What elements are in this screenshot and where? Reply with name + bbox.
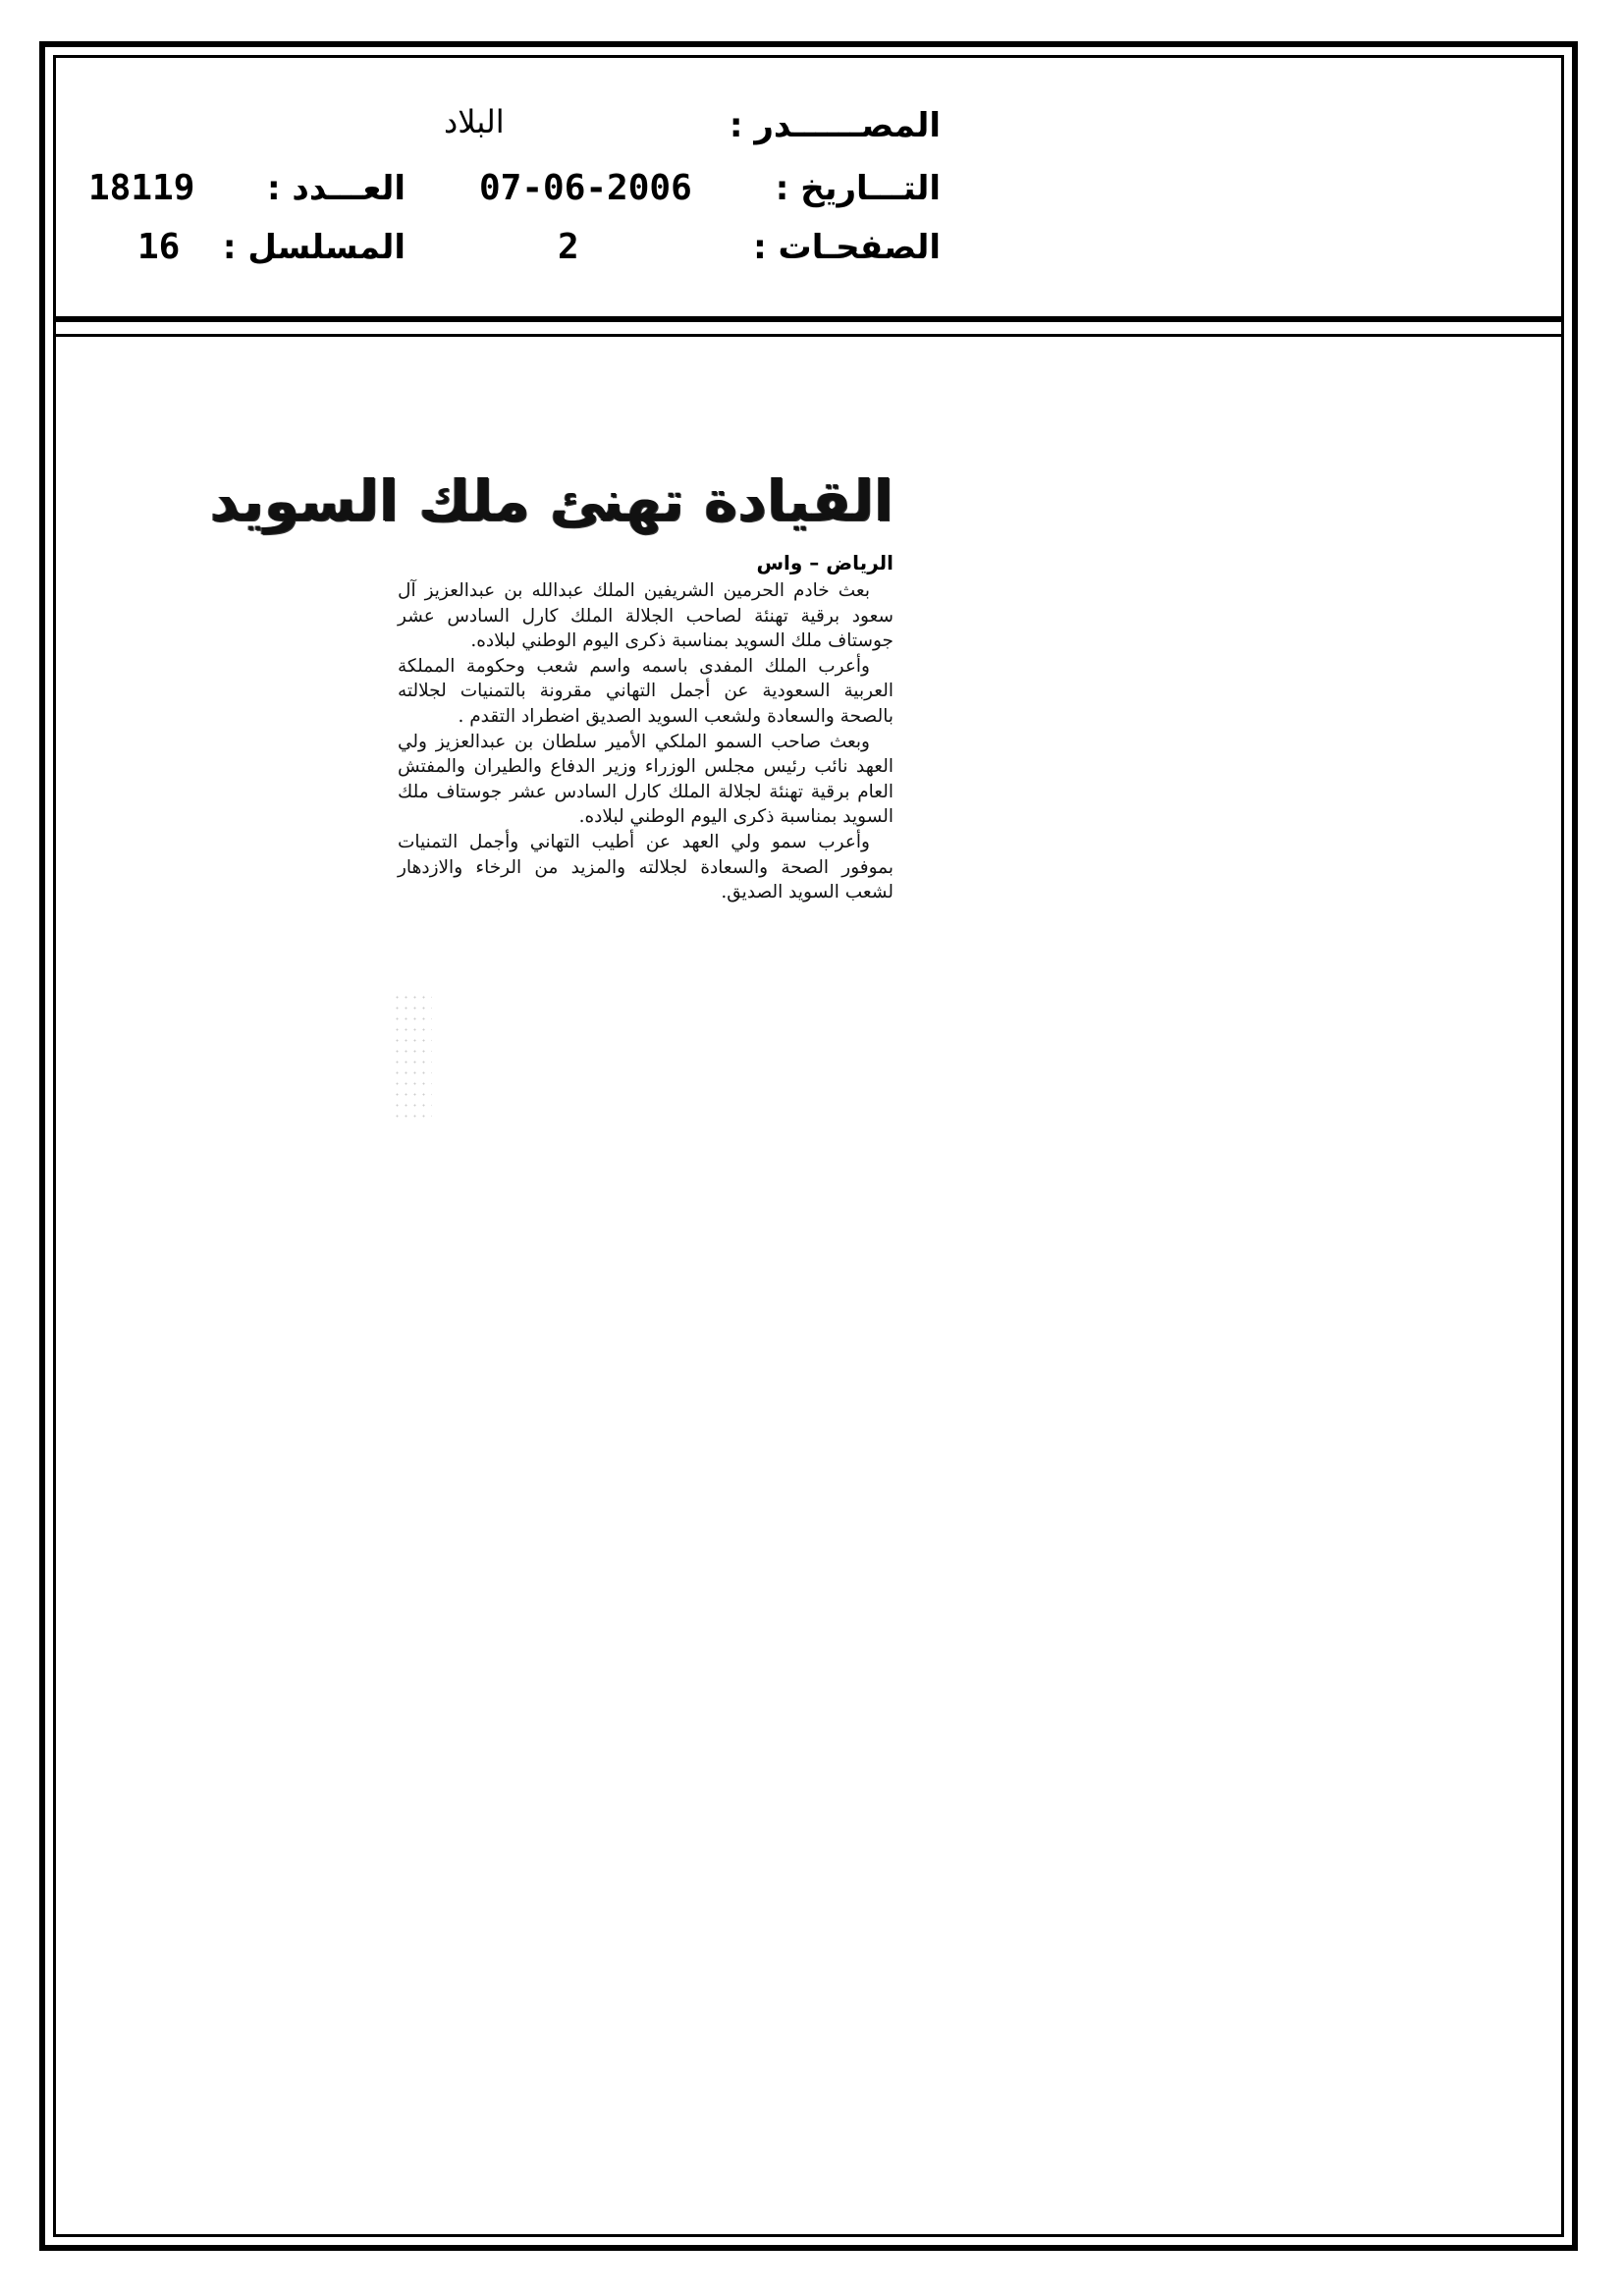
issue-value: 18119: [88, 168, 195, 208]
pages-value: 2: [558, 227, 579, 267]
news-clipping: [209, 466, 893, 905]
date-value: 07-06-2006: [479, 168, 692, 208]
issue-label: العـــدد :: [267, 169, 406, 208]
page-border-inner: [53, 55, 1564, 2237]
article-paragraph: بعث خادم الحرمين الشريفين الملك عبدالله بن عبدالعزيز آل سعود برقية تهنئة لصاحب الجلالة الملك كارل السادس عشر جوستاف ملك السويد بمناسبة ذكرى اليوم الوطني لبلاده.: [398, 580, 893, 652]
scan-noise: [393, 992, 432, 1120]
article-paragraph: وبعث صاحب السمو الملكي الأمير سلطان بن عبدالعزيز ولي العهد نائب رئيس مجلس الوزراء وزير الدفاع والطيران والمفتش العام برقية تهنئة لجلالة الملك كارل السادس عشر جوستاف ملك السويد بمناسبة ذكرى اليوم الوطني لبلاده.: [398, 731, 893, 828]
source-label: المصــــــدر :: [729, 106, 941, 145]
pages-label: الصفحـات :: [753, 228, 941, 267]
serial-label: المسلسل :: [222, 228, 406, 267]
header-divider: [53, 316, 1564, 322]
article-headline: القيادة تهنئ ملك السويد: [209, 467, 893, 534]
header-divider-thin: [53, 334, 1564, 337]
serial-value: 16: [137, 227, 181, 267]
article-dateline: الرياض – واس: [756, 551, 893, 574]
article-paragraph: وأعرب سمو ولي العهد عن أطيب التهاني وأجمل التمنيات بموفور الصحة والسعادة لجلالته والمزيد من الرخاء والازدهار لشعب السويد الصديق.: [398, 831, 893, 903]
source-value: البلاد: [444, 103, 505, 140]
article-paragraph: وأعرب الملك المفدى باسمه واسم شعب وحكومة المملكة العربية السعودية عن أجمل التهاني مقرونة بالتمنيات لجلالته بالصحة والسعادة ولشعب السويد الصديق اضطراد التقدم .: [398, 655, 893, 727]
date-label: التـــاريخ :: [775, 169, 941, 208]
